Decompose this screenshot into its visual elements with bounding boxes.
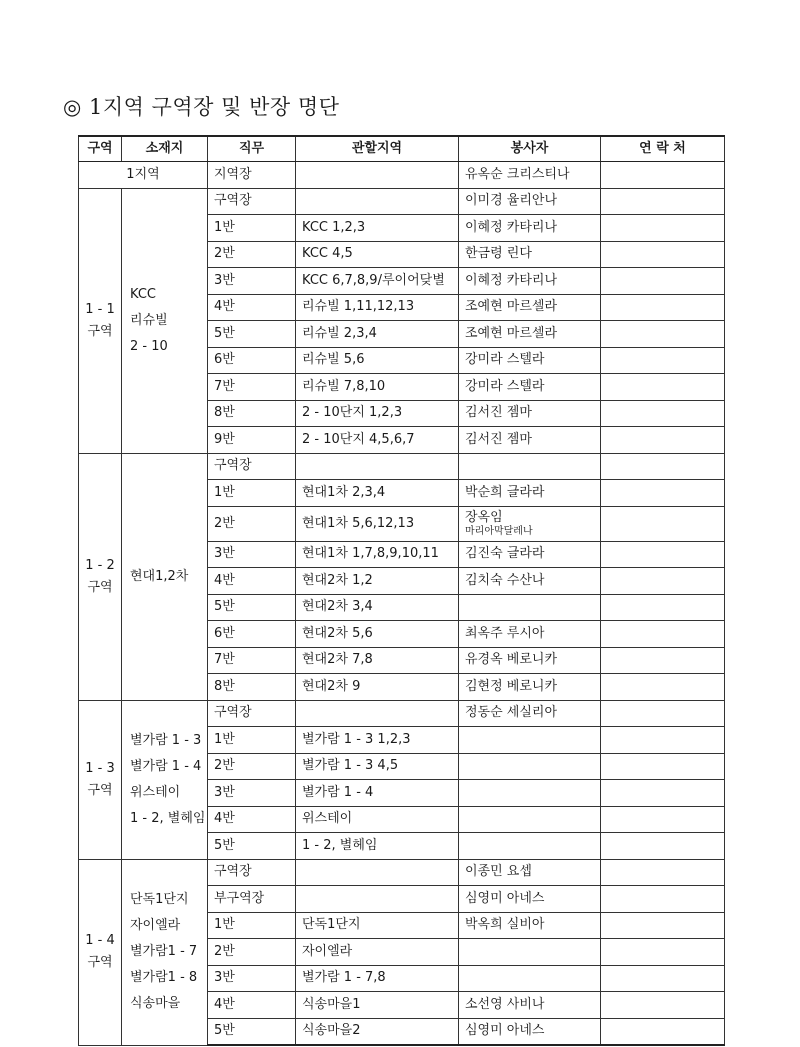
header-region: 구역 [79,136,122,162]
contact-cell[interactable] [601,859,725,886]
contact-cell[interactable] [601,700,725,727]
role-cell: 6반 [208,621,296,648]
contact-cell[interactable] [601,453,725,480]
contact-cell[interactable] [601,1018,725,1045]
volunteer-name: 장옥임 [465,510,503,525]
role-cell: 3반 [208,780,296,807]
contact-cell[interactable] [601,400,725,427]
role-cell: 2반 [208,506,296,541]
location-label: KCC [130,286,156,302]
volunteer-cell: 김치숙 수산나 [459,568,601,595]
volunteer-cell: 유옥순 크리스티나 [459,162,601,189]
volunteer-cell: 조예현 마르셀라 [459,294,601,321]
role-cell: 1반 [208,727,296,754]
roster-table [78,135,725,1046]
volunteer-cell: 김현정 베로니카 [459,674,601,701]
location-label: 별가람 1 - 4 [130,758,202,774]
contact-cell[interactable] [601,912,725,939]
area-cell: 1 - 2, 별헤임 [296,833,459,860]
role-cell: 지역장 [208,162,296,189]
contact-cell[interactable] [601,541,725,568]
location-label: 리슈빌 [130,312,168,328]
area-cell: 2 - 10단지 1,2,3 [296,400,459,427]
role-cell: 3반 [208,268,296,295]
role-cell: 9반 [208,427,296,454]
volunteer-cell: 최옥주 루시아 [459,621,601,648]
role-cell: 5반 [208,1018,296,1045]
contact-cell[interactable] [601,162,725,189]
area-cell: 단독1단지 [296,912,459,939]
area-cell: 위스테이 [296,806,459,833]
contact-cell[interactable] [601,886,725,913]
volunteer-cell: 강미라 스텔라 [459,374,601,401]
district-location-cell [122,188,208,453]
area-cell: 현대1차 2,3,4 [296,480,459,507]
contact-cell[interactable] [601,806,725,833]
role-cell: 부구역장 [208,886,296,913]
contact-cell[interactable] [601,965,725,992]
role-cell: 2반 [208,753,296,780]
volunteer-cell: 정동순 세실리아 [459,700,601,727]
volunteer-cell [459,965,601,992]
contact-cell[interactable] [601,992,725,1019]
location-label: 별가람1 - 7 [130,944,198,959]
area-cell: 리슈빌 1,11,12,13 [296,294,459,321]
volunteer-cell [459,833,601,860]
region-label: 1 - 3 [85,760,115,776]
contact-cell[interactable] [601,674,725,701]
volunteer-cell: 이미경 율리안나 [459,188,601,215]
roster-body [79,162,725,1046]
role-cell: 구역장 [208,859,296,886]
role-cell: 5반 [208,321,296,348]
volunteer-cell: 이혜정 카타리나 [459,268,601,295]
role-cell: 4반 [208,992,296,1019]
volunteer-cell [459,453,601,480]
area-cell [296,162,459,189]
region-label: 구역 [87,323,113,339]
contact-cell[interactable] [601,621,725,648]
area-cell [296,886,459,913]
area-cell: 자이엘라 [296,939,459,966]
role-cell: 4반 [208,568,296,595]
location-label: 1 - 2, 별헤임 [130,810,206,826]
table-row [79,188,725,215]
volunteer-cell: 박옥희 실비아 [459,912,601,939]
region-label: 구역 [87,955,113,970]
area-cell: 리슈빌 7,8,10 [296,374,459,401]
location-label: 2 - 10 [130,338,168,354]
region-label: 1 - 2 [85,557,115,573]
contact-cell[interactable] [601,374,725,401]
location-label: 자이엘라 [130,918,181,933]
role-cell: 5반 [208,594,296,621]
volunteer-cell: 유경옥 베로니카 [459,647,601,674]
volunteer-subname: 마리아막달레나 [465,526,533,537]
district-region-cell [79,700,122,859]
location-label: 단독1단지 [130,892,189,907]
location-label: 현대1,2차 [130,568,189,584]
area-cell: 2 - 10단지 4,5,6,7 [296,427,459,454]
area-cell: 현대2차 9 [296,674,459,701]
region-label: 구역 [87,579,113,595]
district-location-cell [122,859,208,1045]
header-area: 관할지역 [296,136,459,162]
role-cell: 4반 [208,294,296,321]
area-cell [296,188,459,215]
contact-cell[interactable] [601,480,725,507]
table-row [79,700,725,727]
area-cell: 별가람 1 - 3 4,5 [296,753,459,780]
area-cell: 현대1차 5,6,12,13 [296,506,459,541]
contact-cell[interactable] [601,215,725,242]
location-label: 별가람 1 - 3 [130,732,202,748]
area-cell [296,700,459,727]
volunteer-cell: 박순희 글라라 [459,480,601,507]
role-cell: 2반 [208,241,296,268]
area-cell: KCC 6,7,8,9/루이어닺별 [296,268,459,295]
contact-cell[interactable] [601,939,725,966]
contact-cell[interactable] [601,568,725,595]
role-cell: 구역장 [208,188,296,215]
area-cell: 현대2차 5,6 [296,621,459,648]
header-location: 소재지 [122,136,208,162]
area-cell: 현대1차 1,7,8,9,10,11 [296,541,459,568]
role-cell: 7반 [208,647,296,674]
region-label: 1 - 1 [85,301,115,317]
role-cell: 8반 [208,674,296,701]
area-cell: 현대2차 7,8 [296,647,459,674]
volunteer-cell: 이혜정 카타리나 [459,215,601,242]
district-region-cell [79,453,122,700]
table-row [79,162,725,189]
header-row [79,136,725,162]
contact-cell[interactable] [601,427,725,454]
role-cell: 구역장 [208,453,296,480]
district-region-cell [79,188,122,453]
volunteer-cell: 소선영 사비나 [459,992,601,1019]
area-cell: 별가람 1 - 4 [296,780,459,807]
area-cell: 별가람 1 - 3 1,2,3 [296,727,459,754]
district-location-cell [122,700,208,859]
district-location-cell [122,453,208,700]
role-cell: 구역장 [208,700,296,727]
location-label: 식송마을 [130,996,181,1011]
area-cell: 별가람 1 - 7,8 [296,965,459,992]
contact-cell[interactable] [601,321,725,348]
volunteer-cell [459,806,601,833]
area-cell: 리슈빌 2,3,4 [296,321,459,348]
contact-cell[interactable] [601,833,725,860]
volunteer-cell: 조예현 마르셀라 [459,321,601,348]
role-cell: 2반 [208,939,296,966]
contact-cell[interactable] [601,780,725,807]
contact-cell[interactable] [601,294,725,321]
region-label: 구역 [87,782,113,798]
area-cell: 식송마을1 [296,992,459,1019]
contact-cell[interactable] [601,268,725,295]
volunteer-cell [459,780,601,807]
volunteer-cell: 한금령 린다 [459,241,601,268]
volunteer-cell: 심영미 아네스 [459,886,601,913]
contact-cell[interactable] [601,506,725,541]
contact-cell[interactable] [601,753,725,780]
page-title: ◎ 1지역 구역장 및 반장 명단 [63,95,340,119]
area-cell: KCC 4,5 [296,241,459,268]
role-cell: 7반 [208,374,296,401]
volunteer-cell: 이종민 요셉 [459,859,601,886]
volunteer-cell [459,939,601,966]
header-volunteer: 봉사자 [459,136,601,162]
contact-cell[interactable] [601,594,725,621]
area-cell: 식송마을2 [296,1018,459,1045]
role-cell: 1반 [208,480,296,507]
role-cell: 1반 [208,215,296,242]
role-cell: 3반 [208,965,296,992]
header-contact: 연 락 처 [601,136,725,162]
contact-cell[interactable] [601,188,725,215]
role-cell: 1반 [208,912,296,939]
volunteer-cell [459,506,601,541]
volunteer-cell [459,727,601,754]
volunteer-cell [459,753,601,780]
region-label: 1 - 4 [85,933,115,948]
area-cell: 리슈빌 5,6 [296,347,459,374]
volunteer-cell: 김서진 젬마 [459,427,601,454]
table-row [79,453,725,480]
top-region-cell: 1지역 [79,162,208,189]
area-cell: 현대2차 3,4 [296,594,459,621]
area-cell: 현대2차 1,2 [296,568,459,595]
contact-cell[interactable] [601,241,725,268]
role-cell: 4반 [208,806,296,833]
table-row [79,859,725,886]
volunteer-cell: 김진숙 글라라 [459,541,601,568]
location-label: 위스테이 [130,784,181,800]
contact-cell[interactable] [601,727,725,754]
contact-cell[interactable] [601,347,725,374]
district-region-cell [79,859,122,1045]
area-cell [296,453,459,480]
volunteer-cell: 강미라 스텔라 [459,347,601,374]
role-cell: 3반 [208,541,296,568]
volunteer-cell: 김서진 젬마 [459,400,601,427]
role-cell: 8반 [208,400,296,427]
volunteer-cell: 심영미 아네스 [459,1018,601,1045]
area-cell [296,859,459,886]
role-cell: 6반 [208,347,296,374]
area-cell: KCC 1,2,3 [296,215,459,242]
location-label: 별가람1 - 8 [130,970,198,985]
contact-cell[interactable] [601,647,725,674]
role-cell: 5반 [208,833,296,860]
header-role: 직무 [208,136,296,162]
volunteer-cell [459,594,601,621]
